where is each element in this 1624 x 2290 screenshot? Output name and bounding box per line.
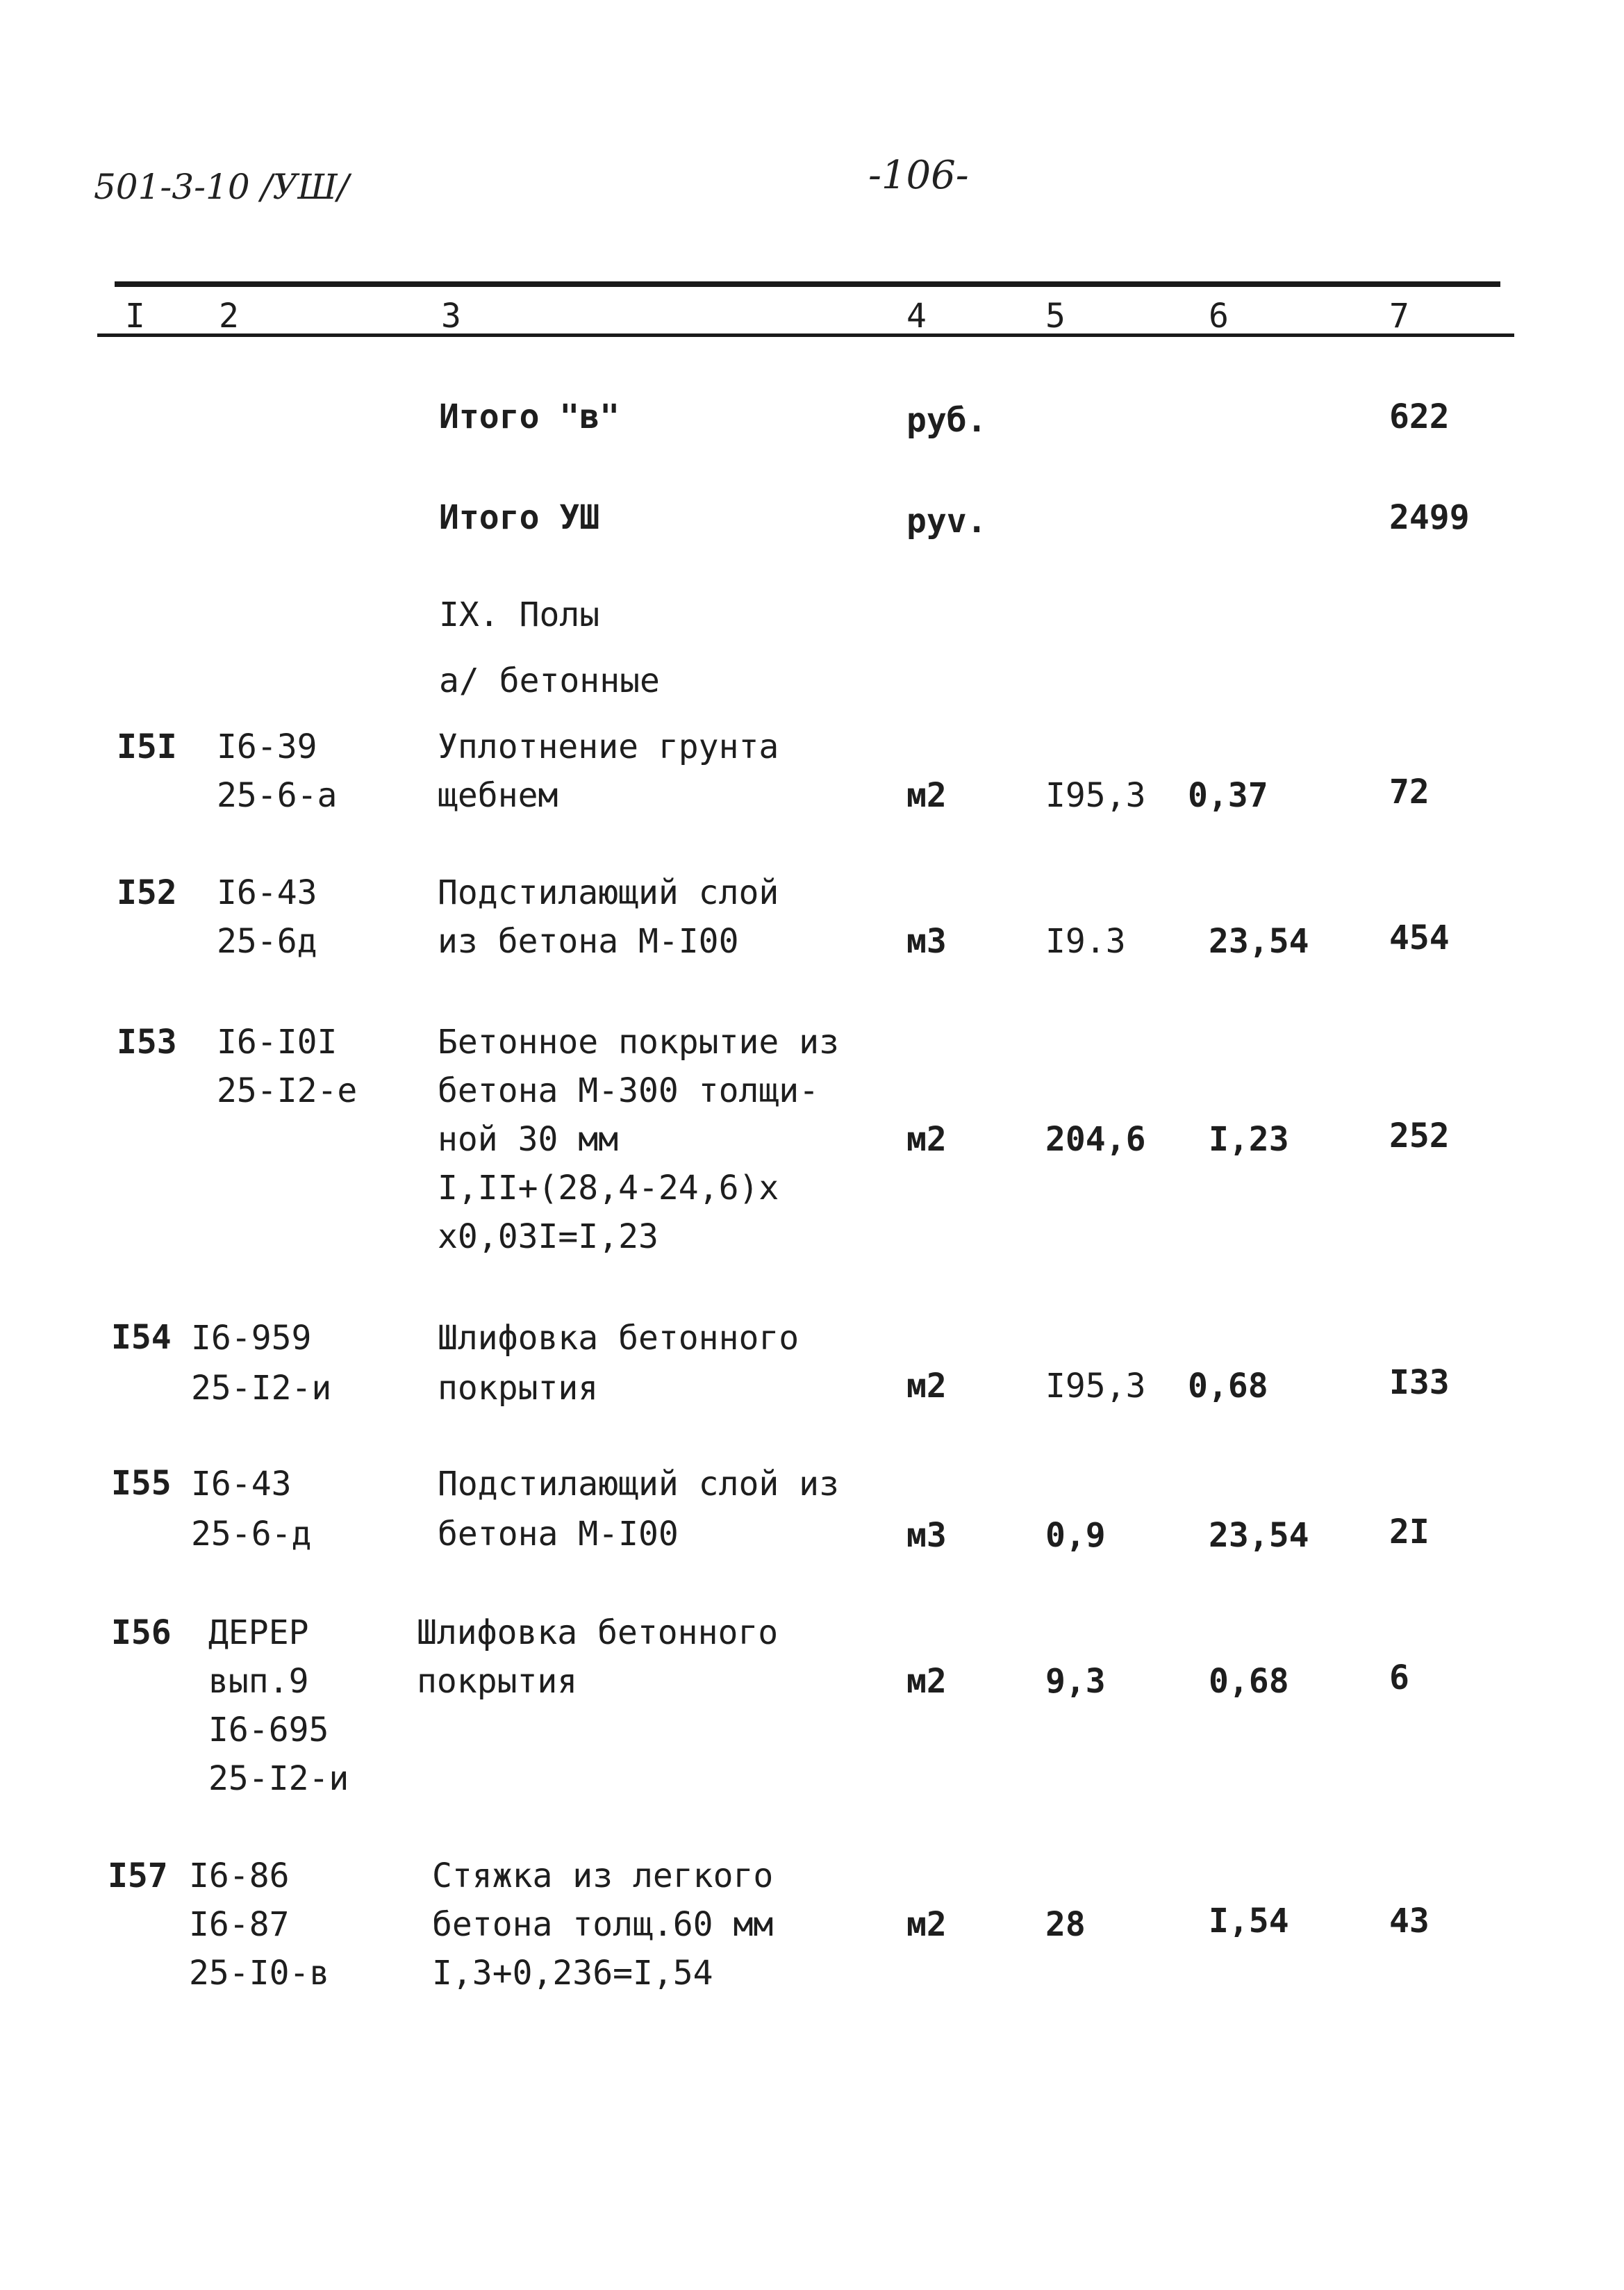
total-value: 2499 [1389,498,1470,537]
section-title: IX. Полы [439,595,600,634]
row-price: 23,54 [1209,922,1309,961]
column-header: 6 [1209,297,1229,336]
row-unit: м2 [906,776,947,815]
row-total: 72 [1389,773,1430,812]
row-quantity: 28 [1045,1905,1086,1944]
row-description: Подстилающий слой из бетона М-I00 [438,1465,839,1554]
column-header: 7 [1389,297,1409,336]
row-number: I55 [111,1464,172,1503]
header-bottom-rule [97,333,1514,337]
column-header: I [125,297,145,336]
row-description: Шлифовка бетонного покрытия [417,1613,779,1701]
row-description: Уплотнение грунта щебнем [438,727,779,815]
top-rule [115,281,1500,287]
column-header: 2 [219,297,239,336]
row-code: I6-86 I6-87 25-I0-в [189,1856,330,1993]
row-unit: м3 [906,922,947,961]
row-total: I33 [1389,1363,1450,1402]
row-description: Подстилающий слой из бетона М-I00 [438,873,779,961]
row-total: 454 [1389,919,1450,957]
document-code: 501-3-10 /УШ/ [94,167,349,207]
row-code: I6-43 25-6-д [191,1465,312,1554]
row-quantity: 9,3 [1045,1662,1106,1701]
total-unit: руv. [906,502,987,541]
row-price: 23,54 [1209,1516,1309,1555]
row-price: I,54 [1209,1902,1289,1941]
row-code: ДЕРЕР вып.9 I6-695 25-I2-и [208,1613,349,1798]
row-price: 0,68 [1209,1662,1289,1701]
total-unit: руб. [906,401,987,440]
total-label: Итого УШ [439,498,600,537]
row-number: I5I [117,727,177,766]
row-total: 6 [1389,1658,1409,1697]
row-quantity: 0,9 [1045,1516,1106,1555]
column-header: 4 [906,297,927,336]
row-number: I57 [108,1856,168,1895]
row-quantity: I95,3 [1045,1367,1146,1406]
row-number: I56 [111,1613,172,1652]
row-unit: м2 [906,1120,947,1159]
row-quantity: 204,6 [1045,1120,1146,1159]
row-total: 43 [1389,1902,1430,1941]
row-total: 252 [1389,1117,1450,1155]
row-price: 0,68 [1188,1367,1268,1406]
row-price: I,23 [1209,1120,1289,1159]
row-quantity: I9.3 [1045,922,1126,961]
row-description: Бетонное покрытие из бетона М-300 толщи- ной 30 мм I,II+(28,4-24,6)x x0,03I=I,23 [438,1023,839,1256]
row-unit: м2 [906,1662,947,1701]
row-description: Шлифовка бетонного покрытия [438,1319,799,1408]
total-label: Итого "в" [439,397,620,436]
page-number: -106- [868,153,969,198]
row-number: I52 [117,873,177,912]
row-total: 2I [1389,1513,1430,1551]
row-description: Стяжка из легкого бетона толщ.60 мм I,3+0,236=I,54 [432,1856,774,1993]
column-header: 3 [441,297,461,336]
row-unit: м3 [906,1516,947,1555]
section-subtitle: а/ бетонные [439,661,660,700]
column-header: 5 [1045,297,1066,336]
row-code: I6-I0I 25-I2-е [217,1023,358,1110]
row-number: I53 [117,1023,177,1062]
row-number: I54 [111,1318,172,1357]
row-code: I6-959 25-I2-и [191,1319,332,1408]
row-code: I6-39 25-6-а [217,727,338,815]
row-code: I6-43 25-6д [217,873,317,961]
total-value: 622 [1389,397,1450,436]
row-unit: м2 [906,1367,947,1406]
row-quantity: I95,3 [1045,776,1146,815]
row-price: 0,37 [1188,776,1268,815]
row-unit: м2 [906,1905,947,1944]
